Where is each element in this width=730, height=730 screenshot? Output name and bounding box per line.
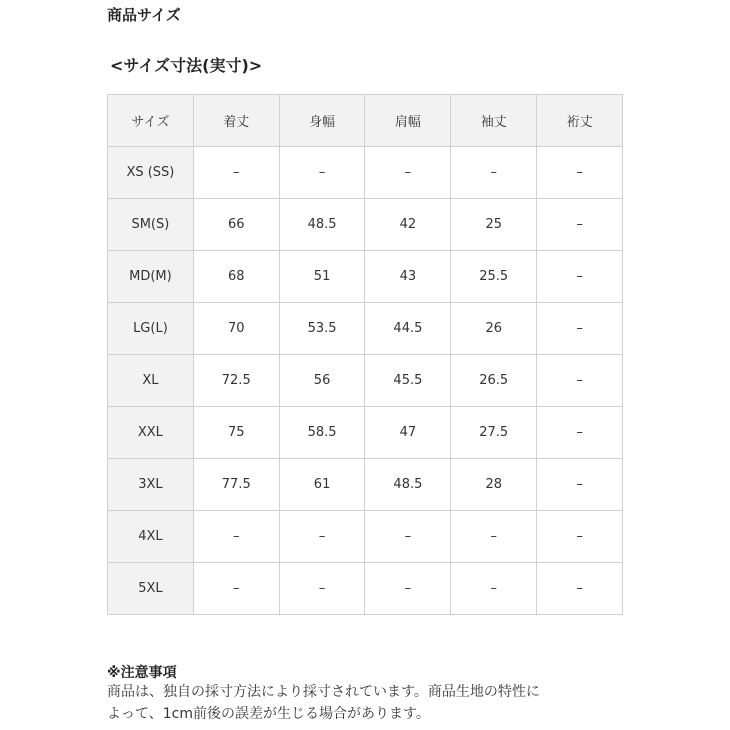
table-title: <サイズ寸法(実寸)>: [110, 56, 263, 75]
section-title: 商品サイズ: [107, 6, 181, 24]
size-label-cell: SM(S): [108, 199, 194, 251]
measurement-cell: –: [451, 511, 537, 563]
note-line: 商品は、独自の採寸方法により採寸されています。商品生地の特性に: [107, 684, 540, 700]
table-row: [108, 407, 623, 459]
measurement-cell: 53.5: [279, 303, 365, 355]
size-label-cell: MD(M): [108, 251, 194, 303]
measurement-cell: 51: [279, 251, 365, 303]
header-yuki: 裄丈: [537, 95, 623, 147]
measurement-cell: 25: [451, 199, 537, 251]
note-line: よって、1cm前後の誤差が生じる場合があります。: [107, 706, 430, 722]
measurement-cell: 25.5: [451, 251, 537, 303]
measurement-cell: 26: [451, 303, 537, 355]
table-row: [108, 459, 623, 511]
size-label-cell: XXL: [108, 407, 194, 459]
measurement-cell: 66: [193, 199, 279, 251]
measurement-cell: –: [365, 147, 451, 199]
measurement-cell: –: [537, 511, 623, 563]
size-label-cell: XL: [108, 355, 194, 407]
measurement-cell: 44.5: [365, 303, 451, 355]
table-row: [108, 251, 623, 303]
table-row: [108, 511, 623, 563]
measurement-cell: –: [193, 511, 279, 563]
measurement-cell: 68: [193, 251, 279, 303]
measurement-cell: –: [451, 147, 537, 199]
table-row: [108, 563, 623, 615]
measurement-cell: –: [537, 199, 623, 251]
size-table: [107, 94, 623, 615]
measurement-cell: 58.5: [279, 407, 365, 459]
measurement-cell: 56: [279, 355, 365, 407]
measurement-cell: 43: [365, 251, 451, 303]
measurement-cell: 47: [365, 407, 451, 459]
header-size: サイズ: [108, 95, 194, 147]
measurement-cell: 28: [451, 459, 537, 511]
size-label-cell: LG(L): [108, 303, 194, 355]
measurement-cell: –: [365, 511, 451, 563]
measurement-cell: –: [279, 147, 365, 199]
header-sleeve: 袖丈: [451, 95, 537, 147]
header-shoulder: 肩幅: [365, 95, 451, 147]
measurement-cell: 75: [193, 407, 279, 459]
measurement-cell: –: [193, 563, 279, 615]
measurement-cell: –: [537, 563, 623, 615]
measurement-cell: –: [537, 459, 623, 511]
table-row: [108, 147, 623, 199]
measurement-cell: 27.5: [451, 407, 537, 459]
measurement-cell: –: [193, 147, 279, 199]
measurement-cell: –: [365, 563, 451, 615]
header-width: 身幅: [279, 95, 365, 147]
size-label-cell: 3XL: [108, 459, 194, 511]
measurement-cell: –: [279, 563, 365, 615]
measurement-cell: 61: [279, 459, 365, 511]
note-body: [107, 681, 647, 725]
note-title: ※注意事項: [107, 665, 177, 681]
measurement-cell: 26.5: [451, 355, 537, 407]
measurement-cell: –: [451, 563, 537, 615]
size-label-cell: XS (SS): [108, 147, 194, 199]
measurement-cell: –: [537, 355, 623, 407]
measurement-cell: –: [537, 303, 623, 355]
size-label-cell: 4XL: [108, 511, 194, 563]
measurement-cell: 45.5: [365, 355, 451, 407]
measurement-cell: 70: [193, 303, 279, 355]
measurement-cell: –: [537, 251, 623, 303]
measurement-cell: 48.5: [365, 459, 451, 511]
header-length: 着丈: [193, 95, 279, 147]
measurement-cell: –: [279, 511, 365, 563]
table-row: [108, 355, 623, 407]
measurement-cell: 48.5: [279, 199, 365, 251]
table-row: [108, 303, 623, 355]
size-label-cell: 5XL: [108, 563, 194, 615]
measurement-cell: –: [537, 147, 623, 199]
measurement-cell: 72.5: [193, 355, 279, 407]
table-row: [108, 199, 623, 251]
measurement-cell: 77.5: [193, 459, 279, 511]
table-header-row: [108, 95, 623, 147]
measurement-cell: –: [537, 407, 623, 459]
measurement-cell: 42: [365, 199, 451, 251]
